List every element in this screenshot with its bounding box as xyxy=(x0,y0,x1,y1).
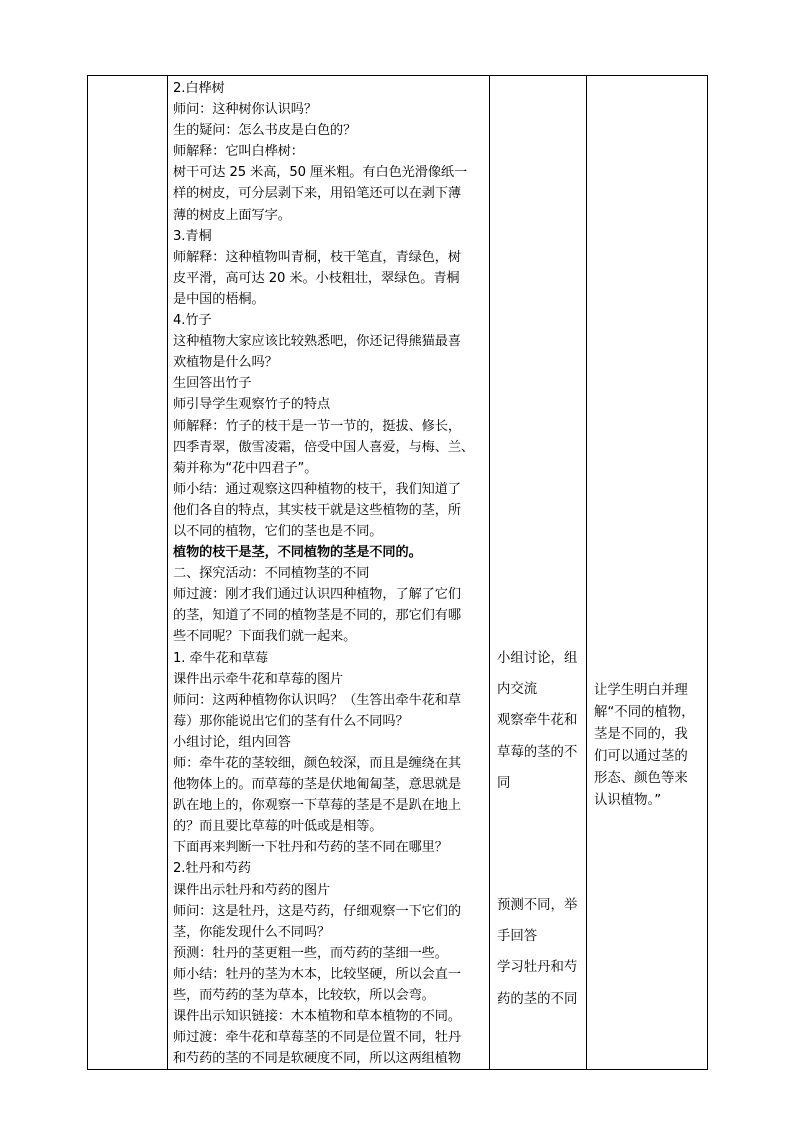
teacher-activity-line: 师问：这两种植物你认识吗？（生答出牵牛花和草 xyxy=(173,692,461,708)
teacher-activity-line: 茎，你能发现什么不同吗？ xyxy=(173,924,331,940)
teacher-activity-line: 2.牡丹和芍药 xyxy=(173,861,251,877)
teacher-activity-line: 师小结：通过观察这四种植物的枝干，我们知道了 xyxy=(173,481,461,497)
student-activity-line: 同 xyxy=(497,775,511,791)
teacher-activity-line: 师：牵牛花的茎较细，颜色较深，而且是缠绕在其 xyxy=(173,756,461,771)
teacher-activity-line: 1. 牵牛花和草莓 xyxy=(173,650,268,666)
teacher-activity-line: 以不同的植物，它们的茎也是不同。 xyxy=(173,523,383,539)
student-activity-cell xyxy=(490,76,587,1070)
teacher-activity-line: 和芍药的茎的不同是软硬度不同，所以这两组植物 xyxy=(173,1051,461,1067)
student-activity-line: 手回答 xyxy=(497,929,538,945)
teacher-activity-line: 皮平滑，高可达 20 米。小枝粗壮，翠绿色。青桐 xyxy=(173,270,460,286)
design-intent-line: 认识植物。” xyxy=(594,793,662,808)
teacher-activity-line: 师问：这是牡丹，这是芍药，仔细观察一下它们的 xyxy=(173,903,461,919)
design-intent-cell xyxy=(587,76,708,1070)
teacher-activity-line: 下面再来判断一下牡丹和芍药的茎不同在哪里？ xyxy=(173,840,448,856)
teacher-activity-line: 些不同呢？下面我们就一起来。 xyxy=(173,629,357,645)
student-activity-line: 草莓的茎的不 xyxy=(497,744,578,760)
teacher-activity-line: 2.白桦树 xyxy=(173,81,225,96)
teacher-activity-text xyxy=(173,78,484,1069)
lesson-plan-table xyxy=(87,75,708,1070)
design-intent-text xyxy=(594,680,707,812)
teacher-activity-line: 3.青桐 xyxy=(173,228,212,244)
teacher-activity-line: 生回答出竹子 xyxy=(173,376,252,392)
design-intent-line: 形态、颜色等来 xyxy=(594,771,688,786)
student-activity-group-1 xyxy=(497,643,586,799)
teacher-activity-line: 师问：这种树你认识吗？ xyxy=(173,102,317,118)
teacher-activity-line: 的茎，知道了不同的植物茎是不同的，那它们有哪 xyxy=(173,608,461,624)
teacher-activity-line: 课件出示牵牛花和草莓的图片 xyxy=(173,671,344,687)
teacher-activity-line: 课件出示牡丹和芍药的图片 xyxy=(173,882,331,898)
teacher-activity-line: 师过渡：牵牛花和草莓茎的不同是位置不同，牡丹 xyxy=(173,1030,461,1046)
stage-cell xyxy=(88,76,168,1070)
teacher-activity-line: 师过渡：刚才我们通过认识四种植物，了解了它们 xyxy=(173,587,461,603)
design-intent-line: 茎是不同的，我 xyxy=(594,727,688,742)
teacher-activity-line: 生的疑问：怎么书皮是白色的？ xyxy=(173,123,357,139)
teacher-activity-line: 些，而芍药的茎为草本，比较软，所以会弯。 xyxy=(173,988,435,1004)
student-activity-group-2 xyxy=(497,890,586,1015)
student-activity-line: 预测不同，举 xyxy=(497,898,578,914)
student-activity-line: 药的茎的不同 xyxy=(497,991,578,1007)
teacher-activity-line: 的？而且要比草莓的叶低或是相等。 xyxy=(173,819,383,835)
teacher-activity-line: 预测：牡丹的茎更粗一些，而芍药的茎细一些。 xyxy=(173,945,448,961)
student-activity-line: 内交流 xyxy=(497,682,538,698)
teacher-activity-cell xyxy=(168,76,490,1070)
teacher-activity-line: 他物体上的。而草莓的茎是伏地匍匐茎，意思就是 xyxy=(173,777,461,793)
design-intent-line: 们可以通过茎的 xyxy=(594,749,688,764)
teacher-activity-line: 这种植物大家应该比较熟悉吧，你还记得熊猫最喜 xyxy=(173,334,461,350)
teacher-activity-line: 菊并称为“花中四君子”。 xyxy=(173,460,318,476)
teacher-activity-line: 是中国的梧桐。 xyxy=(173,291,265,307)
student-activity-line: 小组讨论，组 xyxy=(497,651,578,666)
teacher-activity-line: 师小结：牡丹的茎为木本，比较坚硬，所以会直一 xyxy=(173,966,461,982)
teacher-activity-line: 课件出示知识链接：木本植物和草本植物的不同。 xyxy=(173,1009,461,1025)
teacher-activity-line: 植物的枝干是茎，不同植物的茎是不同的。 xyxy=(173,545,422,561)
teacher-activity-line: 莓）那你能说出它们的茎有什么不同吗？ xyxy=(173,713,409,729)
teacher-activity-line: 样的树皮，可分层剥下来，用铅笔还可以在剥下薄 xyxy=(173,186,461,202)
teacher-activity-line: 树干可达 25 米高，50 厘米粗。有白色光滑像纸一 xyxy=(173,165,468,181)
teacher-activity-line: 师解释：竹子的枝干是一节一节的，挺拔、修长， xyxy=(173,418,461,434)
teacher-activity-line: 师解释：这种植物叫青桐，枝干笔直，青绿色，树 xyxy=(173,249,461,265)
table-row xyxy=(88,76,708,1070)
student-activity-line: 观察牵牛花和 xyxy=(497,713,578,729)
teacher-activity-line: 二、探究活动：不同植物茎的不同 xyxy=(173,566,370,582)
design-intent-line: 让学生明白并理 xyxy=(594,683,688,698)
teacher-activity-line: 4.竹子 xyxy=(173,313,212,329)
teacher-activity-line: 四季青翠，傲雪凌霜，倍受中国人喜爱，与梅、兰、 xyxy=(173,439,475,455)
student-activity-line: 学习牡丹和芍 xyxy=(497,960,578,976)
teacher-activity-line: 师引导学生观察竹子的特点 xyxy=(173,397,331,413)
teacher-activity-line: 师解释：它叫白桦树： xyxy=(173,144,304,160)
teacher-activity-line: 趴在地上的，你观察一下草莓的茎是不是趴在地上 xyxy=(173,798,461,814)
design-intent-line: 解“不同的植物， xyxy=(594,705,695,720)
teacher-activity-line: 小组讨论，组内回答 xyxy=(173,734,291,750)
teacher-activity-line: 欢植物是什么吗？ xyxy=(173,355,278,371)
teacher-activity-line: 薄的树皮上面写字。 xyxy=(173,207,291,223)
teacher-activity-line: 他们各自的特点，其实枝干就是这些植物的茎，所 xyxy=(173,502,461,518)
